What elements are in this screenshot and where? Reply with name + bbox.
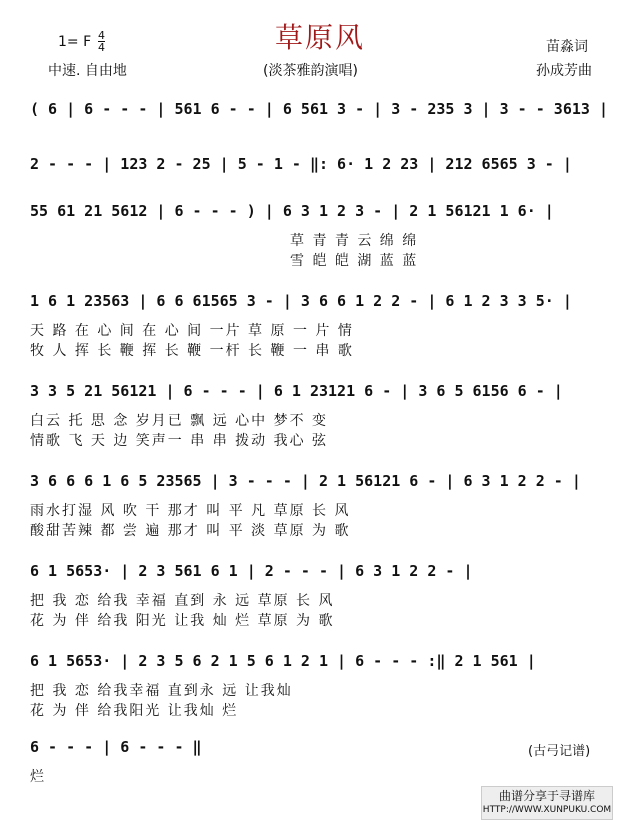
watermark	[481, 786, 613, 820]
tempo-marking: 中速. 自由地	[48, 63, 127, 79]
score-row-8: 6 1 5653· | 2 3 5 6 2 1 5 6 1 2 1 | 6 - - - :‖ 2 1 561 |	[30, 652, 536, 670]
composer: 孙成芳曲	[536, 63, 592, 79]
lyric-row-7-a: 把 我 恋 给我 幸福 直到 永 远 草原 长 风	[30, 593, 335, 609]
lyric-row-8-a: 把 我 恋 给我幸福 直到永 远 让我灿	[30, 683, 293, 699]
lyric-row-5-a: 白云 托 思 念 岁月已 飘 远 心中 梦不 变	[30, 413, 329, 429]
lyric-row-3-b: 雪 皑 皑 湖 蓝 蓝	[290, 253, 419, 269]
lyric-row-9-a: 烂	[30, 769, 46, 785]
score-row-3: 55 61 21 5612 | 6 - - - ) | 6 3 1 2 3 - | 2 1 56121 1 6· |	[30, 202, 554, 220]
lyric-row-7-b: 花 为 伴 给我 阳光 让我 灿 烂 草原 为 歌	[30, 613, 335, 629]
lyric-row-3-a: 草 青 青 云 绵 绵	[290, 233, 419, 249]
watermark-url: HTTP://WWW.XUNPUKU.COM	[482, 805, 612, 815]
lyric-row-8-b: 花 为 伴 给我阳光 让我灿 烂	[30, 703, 239, 719]
time-signature	[98, 30, 105, 53]
time-bottom: 4	[98, 41, 105, 54]
key-signature: 1= F	[58, 34, 92, 50]
score-row-7: 6 1 5653· | 2 3 561 6 1 | 2 - - - | 6 3 1 2 2 - |	[30, 562, 473, 580]
time-top: 4	[98, 29, 105, 42]
lyricist: 苗淼词	[546, 39, 588, 55]
score-row-5: 3 3 5 21 56121 | 6 - - - | 6 1 23121 6 - | 3 6 5 6156 6 - |	[30, 382, 563, 400]
score-row-4: 1 6 1 23563 | 6 6 61565 3 - | 3 6 6 1 2 2 - | 6 1 2 3 3 5· |	[30, 292, 572, 310]
lyric-row-4-b: 牧 人 挥 长 鞭 挥 长 鞭 一杆 长 鞭 一 串 歌	[30, 343, 354, 359]
lyric-row-4-a: 天 路 在 心 间 在 心 间 一片 草 原 一 片 情	[30, 323, 354, 339]
lyric-row-5-b: 情歌 飞 天 边 笑声一 串 串 拨动 我心 弦	[30, 433, 329, 449]
lyric-row-6-a: 雨水打湿 风 吹 干 那才 叫 平 凡 草原 长 风	[30, 503, 351, 519]
singer: (淡茶雅韵演唱)	[263, 63, 358, 79]
score-row-1: ( 6 | 6 - - - | 561 6 - - | 6 561 3 - | 3 - 235 3 | 3 - - 3613 |	[30, 100, 608, 118]
score-row-6: 3 6 6 6 1 6 5 23565 | 3 - - - | 2 1 56121 6 - | 6 3 1 2 2 - |	[30, 472, 581, 490]
watermark-text: 曲谱分享于寻谱库	[498, 789, 595, 803]
score-row-2: 2 - - - | 123 2 - 25 | 5 - 1 - ‖: 6· 1 2 23 | 212 6565 3 - |	[30, 155, 572, 173]
score-row-9: 6 - - - | 6 - - - ‖	[30, 738, 202, 756]
lyric-row-6-b: 酸甜苦辣 都 尝 遍 那才 叫 平 淡 草原 为 歌	[30, 523, 351, 539]
song-title: 草原风	[274, 21, 365, 54]
transcriber-credit: (古弓记谱)	[528, 744, 591, 759]
